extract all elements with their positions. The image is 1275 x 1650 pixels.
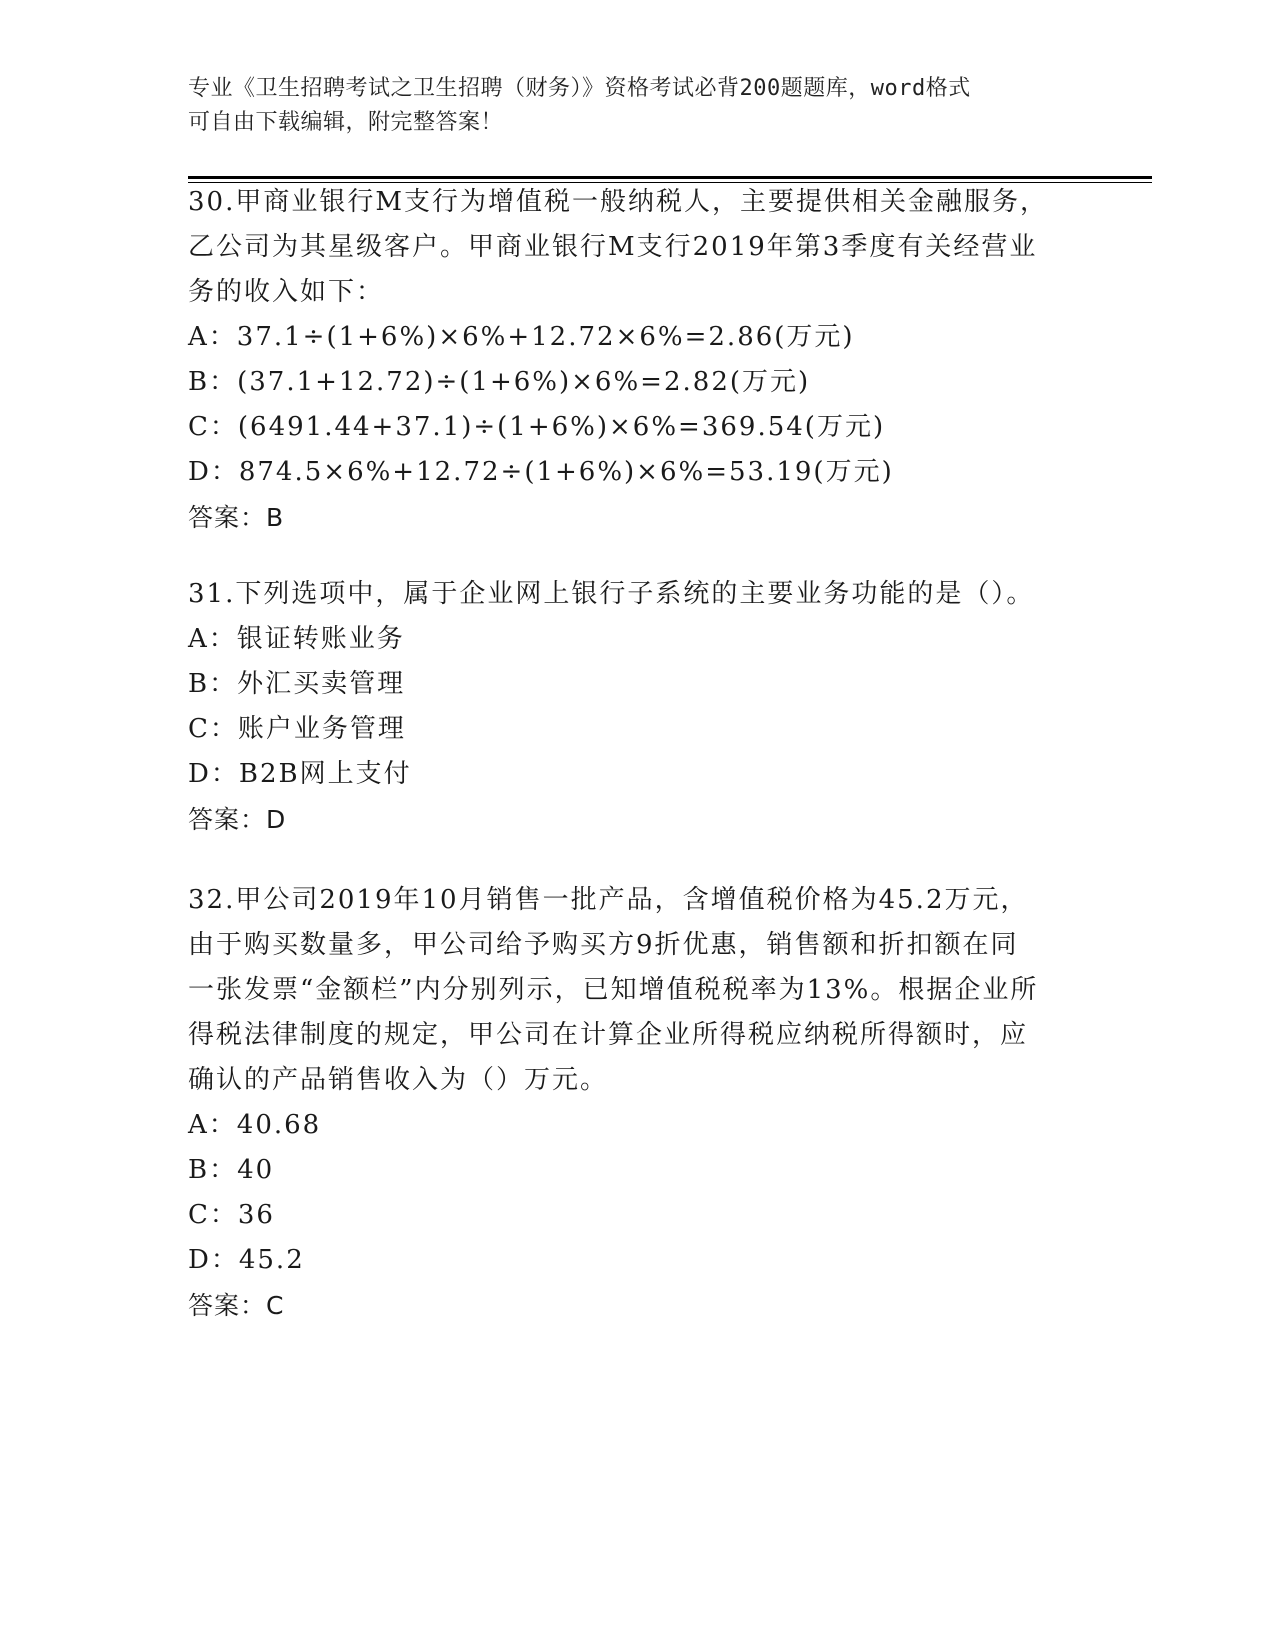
option-c: C：账户业务管理 [188, 714, 406, 744]
option-d: D：B2B网上支付 [188, 759, 412, 789]
option-b: B：(37.1+12.72)÷(1+6%)×6%=2.82(万元) [188, 367, 811, 397]
option-a: A：银证转账业务 [188, 624, 405, 654]
document-header [188, 72, 1068, 140]
option-c: C：(6491.44+37.1)÷(1+6%)×6%=369.54(万元) [188, 412, 886, 442]
answer-label: 答案：C [188, 1291, 285, 1320]
question-stem-line: 得税法律制度的规定，甲公司在计算企业所得税应纳税所得额时，应 [188, 1020, 1029, 1050]
option-b: B：40 [188, 1155, 275, 1185]
question-stem-line: 乙公司为其星级客户。甲商业银行M支行2019年第3季度有关经营业 [188, 232, 1038, 262]
question-stem-line: 务的收入如下： [188, 277, 385, 307]
header-divider-thick [188, 176, 1152, 179]
answer-label: 答案：D [188, 805, 287, 834]
answer-label: 答案：B [188, 503, 285, 532]
question-stem-line: 一张发票“金额栏”内分别列示，已知增值税税率为13%。根据企业所 [188, 975, 1039, 1005]
option-a: A：40.68 [188, 1110, 322, 1140]
header-line: 专业《卫生招聘考试之卫生招聘（财务）》资格考试必背200题题库，word格式 [188, 76, 971, 101]
option-c: C：36 [188, 1200, 275, 1230]
question-block [188, 878, 1088, 1328]
option-d: D：874.5×6%+12.72÷(1+6%)×6%=53.19(万元) [188, 457, 894, 487]
question-stem-line: 由于购买数量多，甲公司给予购买方9折优惠，销售额和折扣额在同 [188, 930, 1019, 960]
option-b: B：外汇买卖管理 [188, 669, 406, 699]
question-stem-line: 确认的产品销售收入为（）万元。 [188, 1065, 609, 1095]
question-stem-line: 32.甲公司2019年10月销售一批产品，含增值税价格为45.2万元， [188, 885, 1029, 915]
question-block [188, 180, 1088, 540]
header-line: 可自由下载编辑，附完整答案！ [188, 110, 504, 135]
option-d: D：45.2 [188, 1245, 305, 1275]
question-stem-line: 30.甲商业银行M支行为增值税一般纳税人，主要提供相关金融服务， [188, 187, 1048, 217]
question-block [188, 572, 1088, 842]
question-stem-line: 31.下列选项中，属于企业网上银行子系统的主要业务功能的是（）。 [188, 579, 1035, 609]
option-a: A：37.1÷(1+6%)×6%+12.72×6%=2.86(万元) [188, 322, 855, 352]
